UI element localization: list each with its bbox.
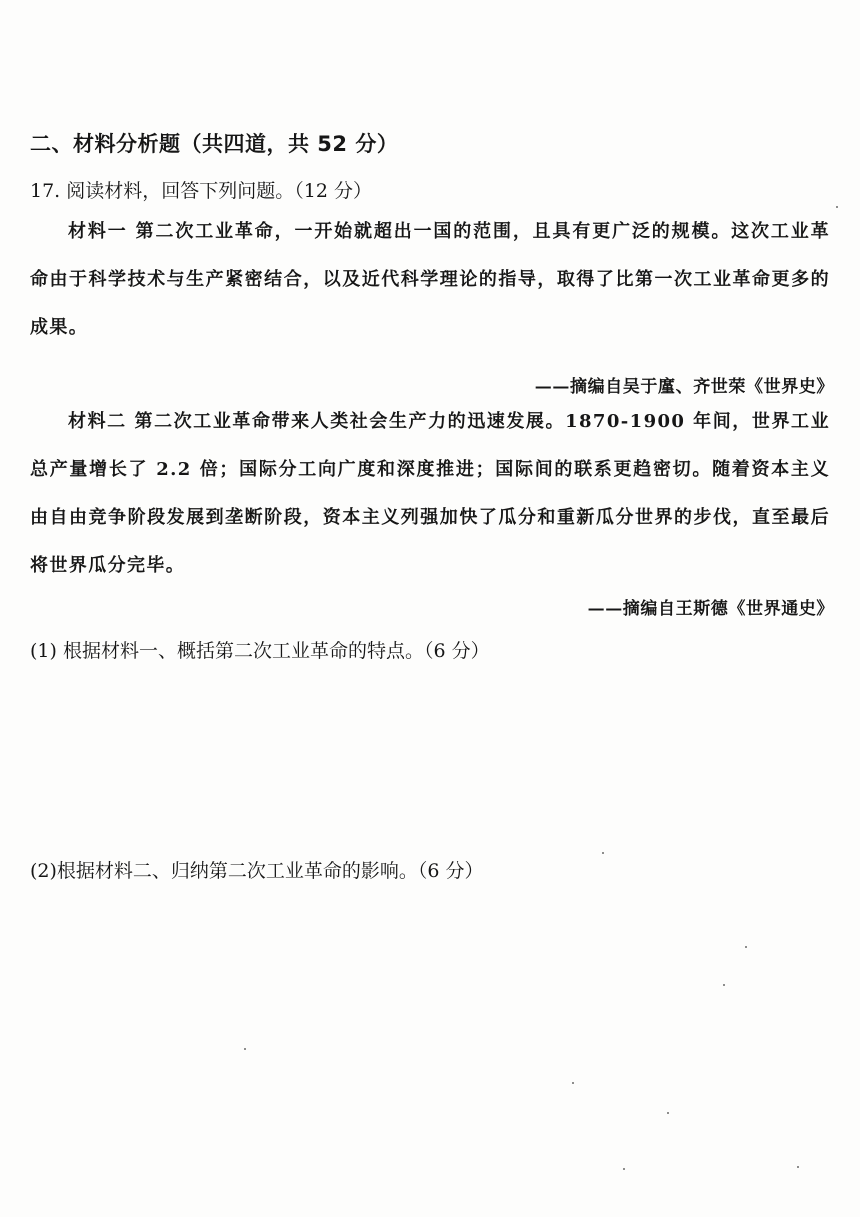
material-2-text: 材料二 第二次工业革命带来人类社会生产力的迅速发展。1870-1900 年间，世界工业总产量增长了 2.2 倍；国际分工向广度和深度推进；国际间的联系更趋密切。随着资本主义由自由竞争阶段发展到垄断阶段，资本主义列强加快了瓜分和重新瓜分世界的步伐，直至最后将世界瓜分完毕。 [30,411,830,576]
scan-speck [667,1112,669,1114]
scan-speck [797,1166,799,1168]
material-1-source: ——摘编自吴于廑、齐世荣《世界史》 [534,377,834,397]
material-2-source: ——摘编自王斯德《世界通史》 [587,599,834,619]
section-title: 二、材料分析题（共四道，共 52 分） [30,132,399,156]
material-1-text: 材料一 第二次工业革命，一开始就超出一国的范围，且具有更广泛的规模。这次工业革命由于科学技术与生产紧密结合，以及近代科学理论的指导，取得了比第一次工业革命更多的成果。 [30,221,830,338]
scan-speck [836,206,838,208]
scan-speck [572,1082,574,1084]
scan-speck [745,946,747,948]
question-17-title: 17. 阅读材料，回答下列问题。（12 分） [30,180,372,202]
sub-question-2: (2)根据材料二、归纳第二次工业革命的影响。（6 分） [30,860,484,882]
sub-question-1: (1) 根据材料一、概括第二次工业革命的特点。（6 分） [30,640,490,662]
scan-speck [602,852,604,854]
scan-speck [623,1168,625,1170]
scan-speck [244,1048,246,1050]
scan-speck [723,984,725,986]
